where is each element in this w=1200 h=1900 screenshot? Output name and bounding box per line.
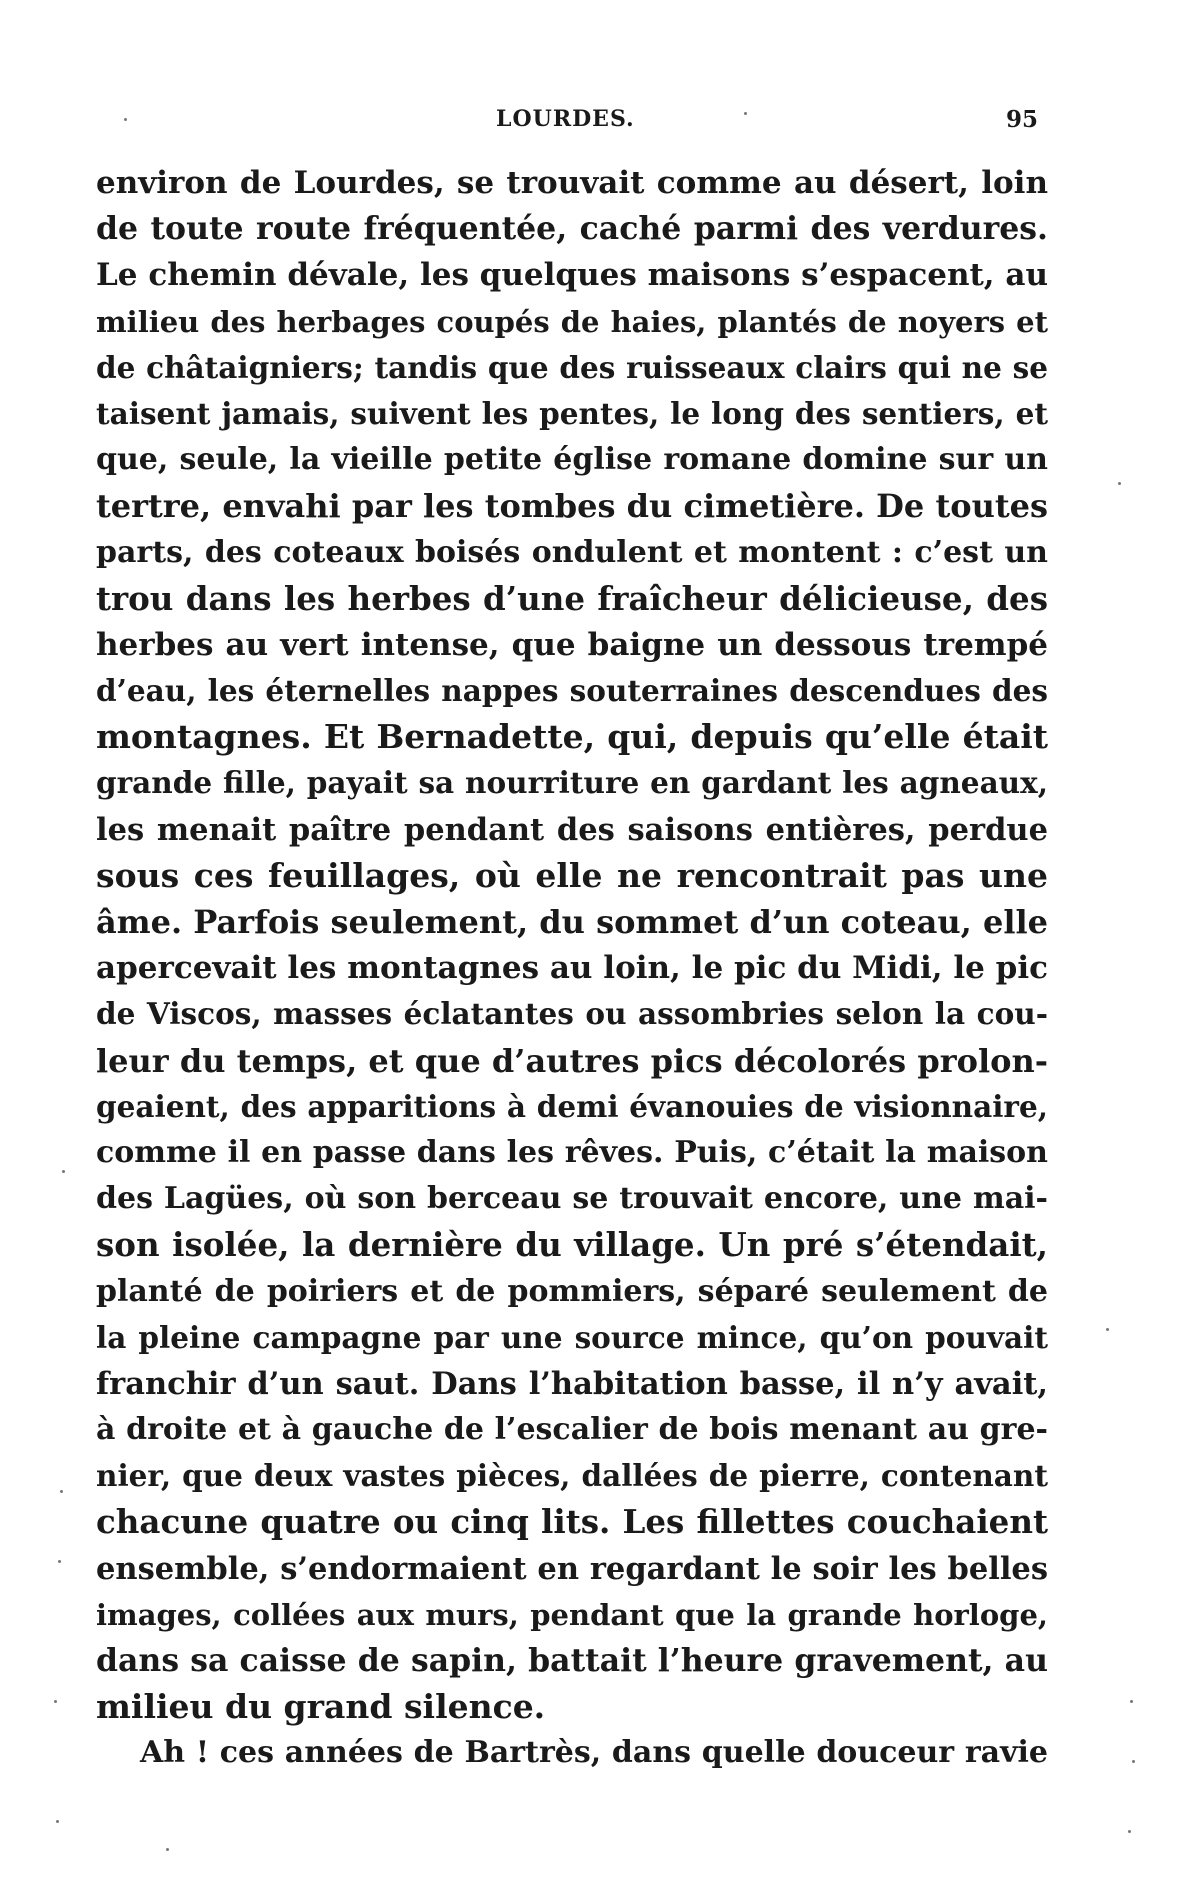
scan-speck	[60, 1490, 63, 1493]
text-line: les menait paître pendant des saisons entières, perdue	[96, 811, 1048, 848]
text-line: âme. Parfois seulement, du sommet d’un coteau, elle	[96, 903, 1048, 941]
text-line: parts, des coteaux boisés ondulent et montent : c’est un	[96, 534, 1048, 570]
scan-speck	[1106, 1328, 1109, 1331]
running-title: LOURDES.	[496, 106, 635, 132]
text-line: la pleine campagne par une source mince, qu’on pouvait	[96, 1319, 1048, 1355]
text-line: Ah ! ces années de Bartrès, dans quelle douceur ravie	[140, 1735, 1048, 1771]
text-line: trou dans les herbes d’une fraîcheur délicieuse, des	[96, 578, 1048, 618]
text-line: environ de Lourdes, se trouvait comme au désert, loin	[96, 165, 1048, 201]
text-line: montagnes. Et Bernadette, qui, depuis qu’elle était	[96, 717, 1048, 757]
scan-speck	[744, 112, 747, 115]
text-line: geaient, des apparitions à demi évanouies de visionnaire,	[96, 1088, 1048, 1124]
scan-speck	[1118, 482, 1121, 485]
text-line: d’eau, les éternelles nappes souterraines descendues des	[96, 673, 1048, 709]
scan-speck	[166, 1848, 169, 1851]
scan-speck	[62, 1170, 65, 1173]
scan-speck	[1130, 1700, 1133, 1703]
text-line: des Lagües, où son berceau se trouvait encore, une mai-	[96, 1181, 1048, 1217]
text-line: dans sa caisse de sapin, battait l’heure gravement, au	[96, 1642, 1048, 1679]
text-line: que, seule, la vieille petite église romane domine sur un	[96, 442, 1048, 478]
paragraph	[96, 1730, 1048, 1776]
text-line: comme il en passe dans les rêves. Puis, c’était la maison	[96, 1134, 1048, 1170]
page-number: 95	[1006, 106, 1039, 133]
text-line: planté de poiriers et de pommiers, séparé seulement de	[96, 1273, 1048, 1309]
text-line: herbes au vert intense, que baigne un dessous trempé	[96, 626, 1048, 663]
scan-speck	[54, 1700, 57, 1703]
running-head	[0, 106, 1200, 146]
text-line: franchir d’un saut. Dans l’habitation basse, il n’y avait,	[96, 1365, 1048, 1402]
text-line: à droite et à gauche de l’escalier de bois menant au gre-	[96, 1412, 1048, 1448]
text-line: de châtaigniers; tandis que des ruisseaux clairs qui ne se	[96, 349, 1048, 385]
text-line: milieu des herbages coupés de haies, plantés de noyers et	[96, 304, 1048, 339]
text-line: de toute route fréquentée, caché parmi des verdures.	[96, 210, 1048, 248]
text-line: Le chemin dévale, les quelques maisons s’espacent, au	[96, 257, 1048, 294]
text-line: tertre, envahi par les tombes du cimetière. De toutes	[96, 487, 1048, 526]
scan-speck	[1128, 1830, 1131, 1833]
text-line: apercevait les montagnes au loin, le pic du Midi, le pic	[96, 950, 1048, 987]
text-line: nier, que deux vastes pièces, dallées de pierre, contenant	[96, 1458, 1048, 1494]
text-line: grande fille, payait sa nourriture en gardant les agneaux,	[96, 765, 1048, 801]
text-line: images, collées aux murs, pendant que la grande horloge,	[96, 1597, 1048, 1632]
text-line: sous ces feuillages, où elle ne rencontrait pas une	[96, 855, 1048, 895]
scan-speck	[1132, 1760, 1135, 1763]
text-line: taisent jamais, suivent les pentes, le long des sentiers, et	[96, 395, 1048, 431]
text-line: de Viscos, masses éclatantes ou assombries selon la cou-	[96, 996, 1048, 1032]
scan-speck	[124, 118, 127, 121]
scan-speck	[58, 1560, 61, 1563]
text-line: ensemble, s’endormaient en regardant le soir les belles	[96, 1550, 1048, 1587]
text-line: milieu du grand silence.	[96, 1687, 546, 1727]
paragraph	[96, 160, 1048, 1730]
text-line: chacune quatre ou cinq lits. Les fillettes couchaient	[96, 1502, 1048, 1542]
text-line: leur du temps, et que d’autres pics décolorés prolon-	[96, 1041, 1048, 1080]
text-line: son isolée, la dernière du village. Un pré s’étendait,	[96, 1225, 1048, 1265]
body-text	[96, 160, 1048, 1777]
scan-speck	[56, 1820, 59, 1823]
